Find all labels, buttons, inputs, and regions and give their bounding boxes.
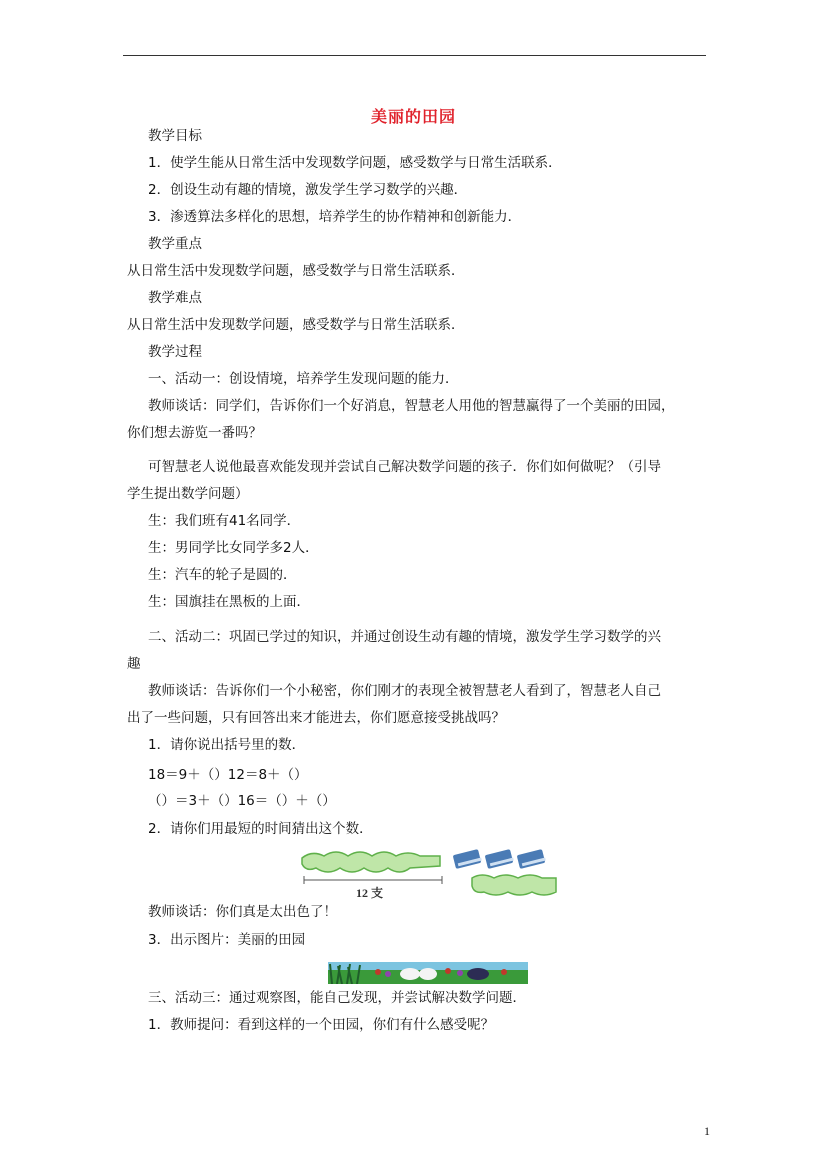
body-line: 教师谈话：告诉你们一个小秘密，你们刚才的表现全被智慧老人看到了，智慧老人自己 — [148, 683, 661, 699]
body-line: 18＝9＋（）12＝8＋（） — [148, 767, 308, 783]
header-rule — [123, 55, 706, 56]
body-line: 出了一些问题，只有回答出来才能进去，你们愿意接受挑战吗？ — [127, 710, 505, 726]
body-line: 学生提出数学问题） — [127, 486, 249, 502]
body-line: 趣 — [127, 656, 141, 672]
page-number: 1 — [704, 1124, 710, 1138]
body-line: 1．请你说出括号里的数． — [148, 737, 306, 753]
buffalo-icon — [467, 968, 489, 980]
body-line: 1．使学生能从日常生活中发现数学问题，感受数学与日常生活联系． — [148, 155, 562, 171]
guess-number-figure — [300, 848, 560, 904]
body-line: 可智慧老人说他最喜欢能发现并尝试自己解决数学问题的孩子．你们如何做呢？（引导 — [148, 459, 661, 475]
body-line: 3．渗透算法多样化的思想，培养学生的协作精神和创新能力． — [148, 209, 522, 225]
cloud-right-icon — [472, 875, 556, 895]
body-line: 你们想去游览一番吗？ — [127, 425, 262, 441]
body-line: 从日常生活中发现数学问题，感受数学与日常生活联系． — [127, 317, 465, 333]
body-line: 生：国旗挂在黑板的上面． — [148, 594, 310, 610]
body-line: （）＝3＋（）16＝（）＋（） — [148, 793, 336, 809]
body-line: 教师谈话：同学们，告诉你们一个好消息，智慧老人用他的智慧赢得了一个美丽的田园， — [148, 398, 675, 414]
body-line: 生：汽车的轮子是圆的． — [148, 567, 297, 583]
body-line: 一、活动一：创设情境，培养学生发现问题的能力． — [148, 371, 459, 387]
body-line: 教学难点 — [148, 290, 202, 306]
body-line: 2．请你们用最短的时间猜出这个数． — [148, 821, 373, 837]
body-line: 教学过程 — [148, 344, 202, 360]
body-line: 教师谈话：你们真是太出色了！ — [148, 904, 337, 920]
figure-label: 12 支 — [356, 886, 384, 900]
body-line: 教学重点 — [148, 236, 202, 252]
body-line: 生：我们班有41名同学． — [148, 513, 301, 529]
cloud-left-icon — [302, 852, 440, 872]
document-title: 美丽的田园 — [370, 107, 456, 126]
body-line: 3．出示图片：美丽的田园 — [148, 932, 306, 948]
body-line: 从日常生活中发现数学问题，感受数学与日常生活联系． — [127, 263, 465, 279]
body-line: 2．创设生动有趣的情境，激发学生学习数学的兴趣． — [148, 182, 468, 198]
body-line: 三、活动三：通过观察图，能自己发现，并尝试解决数学问题． — [148, 990, 526, 1006]
books-icon — [453, 849, 546, 869]
body-line: 生：男同学比女同学多2人． — [148, 540, 319, 556]
body-line: 教学目标 — [148, 128, 202, 144]
body-line: 二、活动二：巩固已学过的知识，并通过创设生动有趣的情境，激发学生学习数学的兴 — [148, 629, 661, 645]
garden-picture — [328, 962, 528, 984]
body-line: 1．教师提问：看到这样的一个田园，你们有什么感受呢？ — [148, 1017, 495, 1033]
